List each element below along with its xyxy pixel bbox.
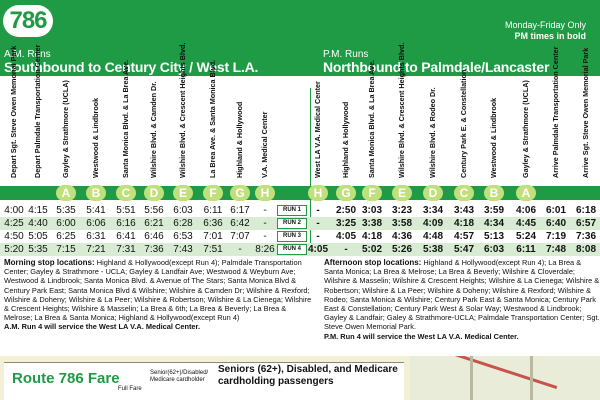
am-time-cell: 6:21: [144, 218, 164, 229]
am-time-cell: 6:00: [56, 218, 76, 229]
timepoint-letter: H: [308, 185, 328, 201]
pm-time-cell: 6:11: [516, 244, 536, 255]
am-time-cell: -: [238, 244, 242, 255]
pm-time-cell: 4:57: [453, 231, 474, 242]
pm-time-cell: 6:40: [545, 218, 566, 229]
am-time-cell: 5:51: [116, 205, 136, 216]
am-column-header-label: Depart Sgt. Steve Owen Memorial Park: [9, 45, 18, 178]
morning-footer: A.M. Run 4 will service the West LA V.A. Medical Center.: [4, 322, 201, 332]
pm-time-cell: -: [316, 205, 320, 216]
am-time-cell: 6:53: [173, 231, 193, 242]
timepoint-letter: D: [144, 185, 164, 201]
afternoon-stop-notes: [324, 258, 600, 341]
am-time-cell: 5:20: [4, 244, 24, 255]
pm-column-header-label: Highland & Hollywood: [341, 101, 350, 178]
pm-time-cell: 7:36: [575, 231, 596, 242]
pm-column-header: [453, 69, 475, 178]
am-direction-title: Southbound to Century City / West L.A.: [4, 59, 259, 75]
pm-column-header: [361, 59, 383, 178]
afternoon-footer: P.M. Run 4 will service the West LA V.A. Medical Center.: [324, 331, 519, 341]
am-time-cell: 4:40: [28, 218, 48, 229]
pm-time-cell: 5:38: [422, 244, 443, 255]
route-map-thumbnail: [410, 356, 600, 400]
map-route-line: [433, 356, 558, 389]
pm-column-header-label: West LA V.A. Medical Center: [313, 81, 322, 178]
pm-time-cell: 6:18: [575, 205, 596, 216]
pm-time-cell: 5:24: [515, 231, 536, 242]
pm-column-header-label: Wilshire Blvd. & Rodeo Dr.: [428, 87, 437, 178]
map-street: [470, 356, 473, 400]
pm-time-cell: 5:26: [391, 244, 412, 255]
pm-runs-label: P.M. Runs: [323, 49, 369, 60]
am-column-header-label: Highland & Hollywood: [235, 101, 244, 178]
pm-column-header: [515, 80, 537, 178]
am-time-cell: 7:36: [144, 244, 164, 255]
pm-time-cell: 3:25: [335, 218, 356, 229]
am-time-cell: -: [263, 218, 267, 229]
timepoint-letter: B: [86, 185, 106, 201]
morning-heading: Morning stop locations:: [4, 258, 95, 267]
pm-time-cell: -: [316, 231, 320, 242]
pm-time-cell: -: [316, 218, 320, 229]
pm-time-cell: 4:18: [453, 218, 474, 229]
fare-title: Route 786 Fare: [12, 370, 120, 387]
am-time-cell: 7:31: [116, 244, 136, 255]
schedule-days: Monday-Friday Only: [504, 20, 586, 30]
map-street: [530, 356, 533, 400]
run-label: RUN 4: [277, 244, 307, 255]
am-time-cell: 4:15: [28, 205, 48, 216]
pm-time-cell: 6:57: [575, 218, 596, 229]
am-time-cell: 4:25: [4, 218, 24, 229]
run-label: RUN 2: [277, 218, 307, 229]
am-time-cell: 6:16: [116, 218, 136, 229]
am-time-cell: 6:36: [203, 218, 223, 229]
pm-time-cell: 7:48: [545, 244, 566, 255]
timepoint-letter: H: [255, 185, 275, 201]
am-time-cell: 8:26: [255, 244, 275, 255]
pm-time-cell: 7:19: [545, 231, 566, 242]
pm-time-cell: 3:03: [361, 205, 382, 216]
timepoint-letter: C: [454, 185, 474, 201]
pm-time-cell: 2:50: [335, 205, 356, 216]
am-time-cell: 7:21: [86, 244, 106, 255]
am-column-header: [229, 90, 251, 178]
pm-time-cell: 6:03: [483, 244, 504, 255]
pm-column-header: [391, 42, 413, 178]
pm-column-header-label: Arrive Palmdale Transportation Center: [551, 46, 560, 178]
pm-column-header-label: Century Park E. & Constellation: [459, 69, 468, 178]
am-column-header-label: Wilshire Blvd. & Crescent Heights Blvd.: [178, 42, 187, 178]
pm-column-header-label: Santa Monica Blvd. & La Brea Ave.: [367, 59, 376, 178]
am-time-cell: 7:01: [203, 231, 223, 242]
am-runs-label: A.M. Runs: [4, 49, 51, 60]
pm-direction-title: Northbound to Palmdale/Lancaster: [323, 59, 550, 75]
am-time-cell: 6:06: [86, 218, 106, 229]
am-time-cell: 6:31: [86, 231, 106, 242]
table-row: [0, 230, 600, 243]
am-time-cell: 6:42: [230, 218, 250, 229]
timepoint-letter: E: [392, 185, 412, 201]
pm-time-cell: 3:59: [483, 205, 504, 216]
am-time-cell: 7:51: [203, 244, 223, 255]
schedule-days-note: [505, 20, 586, 42]
am-column-header: [254, 90, 276, 178]
am-column-header-label: Gayley & Strathmore (UCLA): [61, 80, 70, 178]
pm-column-header: [575, 47, 597, 178]
am-time-cell: 6:28: [173, 218, 193, 229]
full-fare-label: Full Fare: [118, 386, 142, 392]
am-time-cell: 7:15: [56, 244, 76, 255]
am-time-cell: 5:35: [28, 244, 48, 255]
am-time-cell: 6:11: [203, 205, 223, 216]
timepoint-letter: D: [423, 185, 443, 201]
pm-column-header-label: Westwood & Lindbrook: [489, 97, 498, 178]
pm-column-header: [307, 81, 329, 178]
timepoint-letter: A: [516, 185, 536, 201]
am-time-cell: 5:56: [144, 205, 164, 216]
am-time-cell: 4:00: [4, 205, 24, 216]
pm-column-header-label: Arrive Sgt. Steve Owen Memorial Park: [581, 47, 590, 178]
table-row: [0, 243, 600, 256]
am-time-cell: 7:43: [173, 244, 193, 255]
afternoon-heading: Afternoon stop locations:: [324, 258, 422, 267]
pm-time-cell: 4:48: [422, 231, 443, 242]
timepoint-letter: F: [362, 185, 382, 201]
am-column-header: [143, 81, 165, 178]
table-row: [0, 204, 600, 217]
pm-column-header-label: Wilshire Blvd. & Crescent Heights Blvd.: [397, 42, 406, 178]
route-number-badge: 786: [3, 5, 53, 37]
timepoint-letter: B: [484, 185, 504, 201]
pm-time-cell: 5:47: [453, 244, 474, 255]
pm-time-cell: 4:05: [307, 244, 328, 255]
pm-time-cell: 4:34: [483, 218, 504, 229]
timepoint-letter: E: [173, 185, 193, 201]
am-time-cell: 4:50: [4, 231, 24, 242]
pm-time-cell: 3:43: [453, 205, 474, 216]
pm-time-cell: 4:45: [515, 218, 536, 229]
pm-column-header: [422, 87, 444, 178]
pm-time-cell: 3:38: [361, 218, 382, 229]
pm-time-cell: 5:02: [361, 244, 382, 255]
timepoint-letter: C: [116, 185, 136, 201]
timepoint-letter: G: [336, 185, 356, 201]
am-column-header: [85, 90, 107, 178]
pm-time-cell: 4:05: [335, 231, 356, 242]
pm-time-cell: 3:58: [391, 218, 412, 229]
afternoon-text: Highland & Hollywood(except Run 4); La Brea & Santa Monica; La Brea & Melrose; La Brea & Beverly; Wilshire & Cloverdale; Wilshire & Masselin; Wilshire & Crescent Heights; Wilshire & La Cienega; Wilshire & Robertson; Wilshire & La Peer; Wilshire & Doheny; Wilshire & Rexford; Wilshire & Rodeo; Santa Monica & Wilshire; Century Park East & Santa Monica; Century Park East & Constellation; Century Park West & Solar Way; Westwood & Lindbrook; Gayley & Landfair; Galey & Strathmore-UCLA; Palmdale Transportation Center; Sgt. Steve Owen Memorial Park.: [324, 258, 600, 332]
am-time-cell: 5:05: [28, 231, 48, 242]
am-column-header: [55, 80, 77, 178]
senior-fare-label: Senior(62+)/Disabled/ Medicare cardholder: [150, 370, 209, 383]
timepoint-letter: F: [203, 185, 223, 201]
am-column-header: [3, 45, 25, 178]
pm-time-cell: 4:09: [422, 218, 443, 229]
am-time-cell: 6:25: [56, 231, 76, 242]
pm-column-header: [545, 46, 567, 178]
am-column-header-label: V.A. Medical Center: [260, 111, 269, 178]
morning-stop-notes: [4, 258, 314, 332]
pm-time-cell: 6:01: [545, 205, 566, 216]
am-time-cell: 6:17: [230, 205, 250, 216]
pm-time-cell: 4:18: [361, 231, 382, 242]
am-column-header: [27, 44, 49, 178]
am-column-header-label: Wilshire Blvd. & Camden Dr.: [149, 81, 158, 178]
run-label: RUN 1: [277, 205, 307, 216]
pm-times-note: PM times in bold: [514, 31, 586, 41]
am-time-cell: -: [263, 205, 267, 216]
pm-time-cell: 3:23: [391, 205, 412, 216]
pm-column-header: [483, 90, 505, 178]
am-time-cell: 5:35: [56, 205, 76, 216]
pm-time-cell: -: [344, 244, 348, 255]
timepoint-letter: G: [230, 185, 250, 201]
pm-time-cell: 4:06: [515, 205, 536, 216]
am-time-cell: 6:41: [116, 231, 136, 242]
am-time-cell: 5:41: [86, 205, 106, 216]
am-column-header-label: Westwood & Lindbrook: [91, 97, 100, 178]
pm-time-cell: 8:08: [575, 244, 596, 255]
am-time-cell: 6:03: [173, 205, 193, 216]
pm-column-header-label: Gayley & Strathmore (UCLA): [521, 80, 530, 178]
run-label: RUN 3: [277, 231, 307, 242]
am-time-cell: 7:07: [230, 231, 250, 242]
timepoint-letter: A: [56, 185, 76, 201]
pm-time-cell: 4:36: [391, 231, 412, 242]
am-column-header-label: Depart Palmdale Transportation Center: [33, 44, 42, 178]
am-time-cell: -: [263, 231, 267, 242]
pm-time-cell: 5:13: [483, 231, 504, 242]
fare-description: Seniors (62+), Disabled, and Medicare cardholding passengers: [218, 364, 398, 387]
am-column-header-label: Santa Monica Blvd. & La Brea Ave.: [121, 59, 130, 178]
morning-text: Highland & Hollywood(except Run 4); Palmdale Transportation Center; Gayley & Strathmore - UCLA; Gayley & Landfair Ave; Westwood & Weyburn Ave; Westwood & Lindbrook; Santa Monica Blvd. & Avenue of The Stars; Santa Monica Blvd & Century Park East; Santa Monica Blvd & Wilshire; Wilshire & Camden Dr; Wilshire & Rexford; Wilshire & Doheny; Wilshire & La Peer; Wilshire & Robertson; Wilshire & La Cienega; Wilshire & Crescent Heights; Wilshire & Masselin; La Brea & 6th; La Brea & Beverly; La Brea & Melrose; La Brea & Santa Monica; Highland & Hollywood(except Run 4): [4, 258, 312, 323]
am-column-header: [172, 42, 194, 178]
pm-time-cell: 3:34: [422, 205, 443, 216]
am-column-header: [202, 59, 224, 178]
am-column-header-label: La Brea Ave. & Santa Monica Blvd.: [208, 59, 217, 178]
table-row: [0, 217, 600, 230]
pm-column-header: [335, 90, 357, 178]
am-time-cell: 6:46: [144, 231, 164, 242]
am-column-header: [115, 59, 137, 178]
